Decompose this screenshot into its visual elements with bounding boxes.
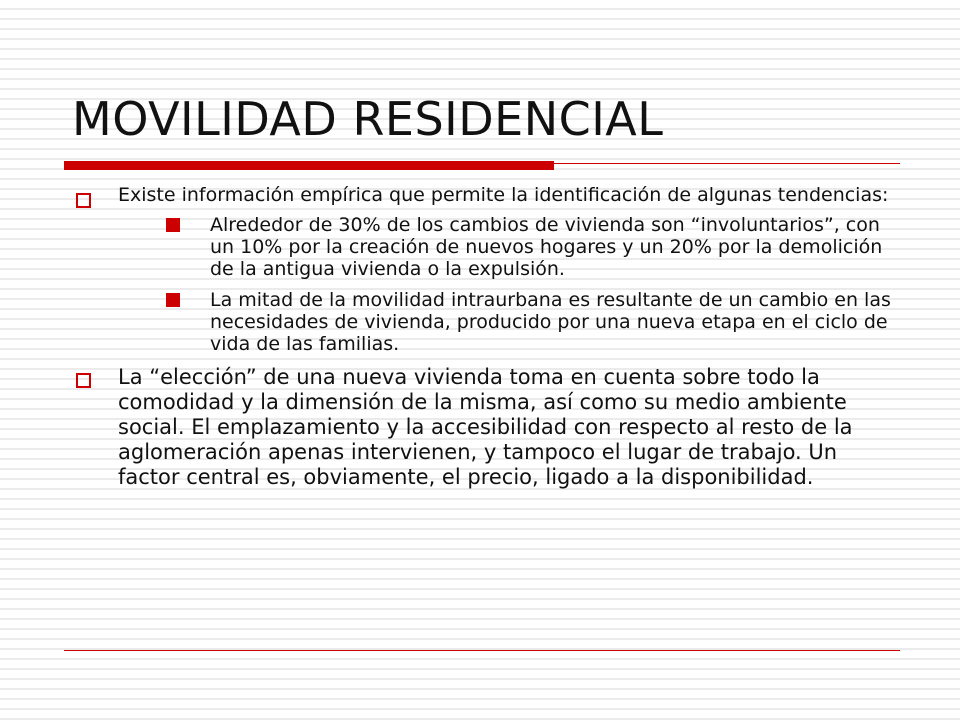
sub-bullet-2 (118, 289, 902, 355)
filled-square-icon (166, 293, 180, 307)
sub-bullet-list (118, 214, 902, 355)
sub-bullet-2-text: La mitad de la movilidad intraurbana es resultante de un cambio en las necesidades de vivienda, producido por una nueva etapa en el ciclo de vida de las familias. (210, 289, 891, 355)
sub-bullet-1-text: Alrededor de 30% de los cambios de vivienda son “involuntarios”, con un 10% por la creación de nuevos hogares y un 20% por la demolición de la antigua vivienda o la expulsión. (210, 214, 883, 280)
filled-square-icon (166, 218, 180, 232)
sub-bullet-1 (118, 214, 902, 280)
bullet-1 (72, 184, 902, 355)
footer-divider-line (64, 650, 900, 651)
hollow-square-icon (76, 373, 91, 388)
slide-title: MOVILIDAD RESIDENCIAL (72, 92, 664, 146)
slide-body (72, 184, 902, 500)
hollow-square-icon (76, 193, 91, 208)
title-accent-bar (64, 161, 554, 170)
bullet-2 (72, 365, 902, 490)
bullet-1-text: Existe información empírica que permite la identificación de algunas tendencias: (118, 184, 889, 206)
bullet-2-text: La “elección” de una nueva vivienda toma en cuenta sobre todo la comodidad y la dimensión de la misma, así como su medio ambiente social. El emplazamiento y la accesibilidad con respecto al resto de la aglomeración apenas intervienen, y tampoco el lugar de trabajo. Un factor central es, obviamente, el precio, ligado a la disponibilidad. (118, 365, 853, 489)
